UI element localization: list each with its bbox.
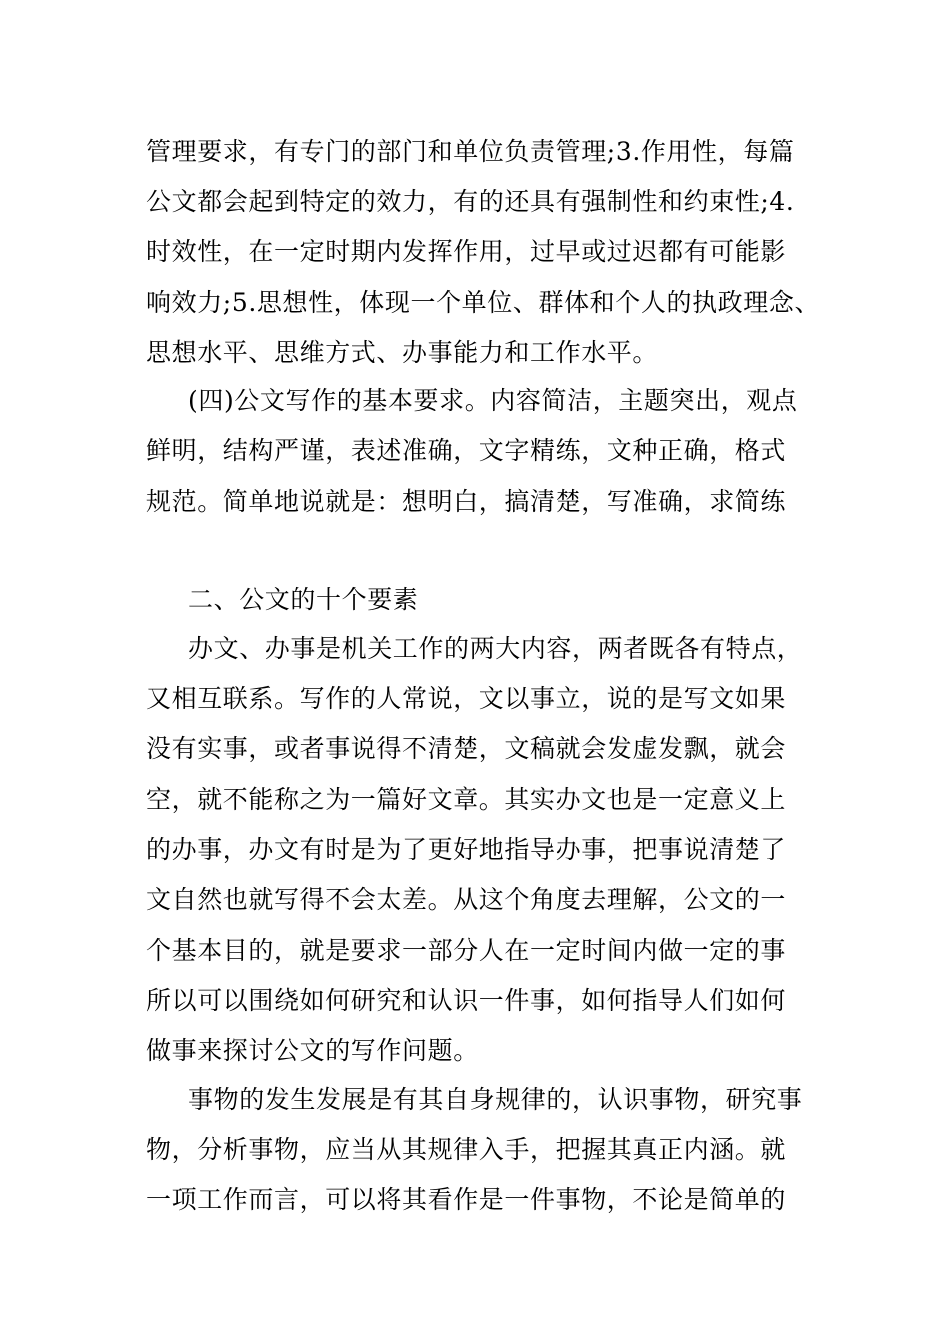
text-line: 文自然也就写得不会太差。从这个角度去理解，公文的一 — [146, 885, 787, 914]
text-line: 没有实事，或者事说得不清楚，文稿就会发虚发飘，就会 — [146, 734, 787, 763]
section-heading: 二、公文的十个要素 — [188, 585, 419, 614]
text-line: 物，分析事物，应当从其规律入手，把握其真正内涵。就 — [146, 1135, 787, 1164]
text-line: 一项工作而言，可以将其看作是一件事物，不论是简单的 — [146, 1185, 787, 1214]
text-line: 空，就不能称之为一篇好文章。其实办文也是一定意义上 — [146, 785, 787, 814]
text-line: 时效性，在一定时期内发挥作用，过早或过迟都有可能影 — [146, 237, 787, 266]
text-line: 个基本目的，就是要求一部分人在一定时间内做一定的事 — [146, 936, 787, 965]
text-line: 公文都会起到特定的效力，有的还具有强制性和约束性;4. — [146, 187, 795, 216]
text-line: 的办事，办文有时是为了更好地指导办事，把事说清楚了 — [146, 835, 787, 864]
text-line: (四)公文写作的基本要求。内容简洁，主题突出，观点 — [188, 386, 798, 415]
text-line: 所以可以围绕如何研究和认识一件事，如何指导人们如何 — [146, 986, 787, 1015]
text-line: 鲜明，结构严谨，表述准确，文字精练，文种正确，格式 — [146, 436, 787, 465]
text-line: 响效力;5.思想性，体现一个单位、群体和个人的执政理念、 — [146, 288, 821, 317]
text-line: 事物的发生发展是有其自身规律的，认识事物，研究事 — [188, 1085, 803, 1114]
text-line: 管理要求，有专门的部门和单位负责管理;3.作用性，每篇 — [146, 137, 795, 166]
text-line: 思想水平、思维方式、办事能力和工作水平。 — [146, 338, 659, 367]
text-line: 规范。简单地说就是：想明白，搞清楚，写准确，求简练 — [146, 487, 787, 516]
text-line: 做事来探讨公文的写作问题。 — [146, 1036, 479, 1065]
text-line: 办文、办事是机关工作的两大内容，两者既各有特点， — [188, 634, 803, 663]
text-line: 又相互联系。写作的人常说，文以事立，说的是写文如果 — [146, 684, 787, 713]
